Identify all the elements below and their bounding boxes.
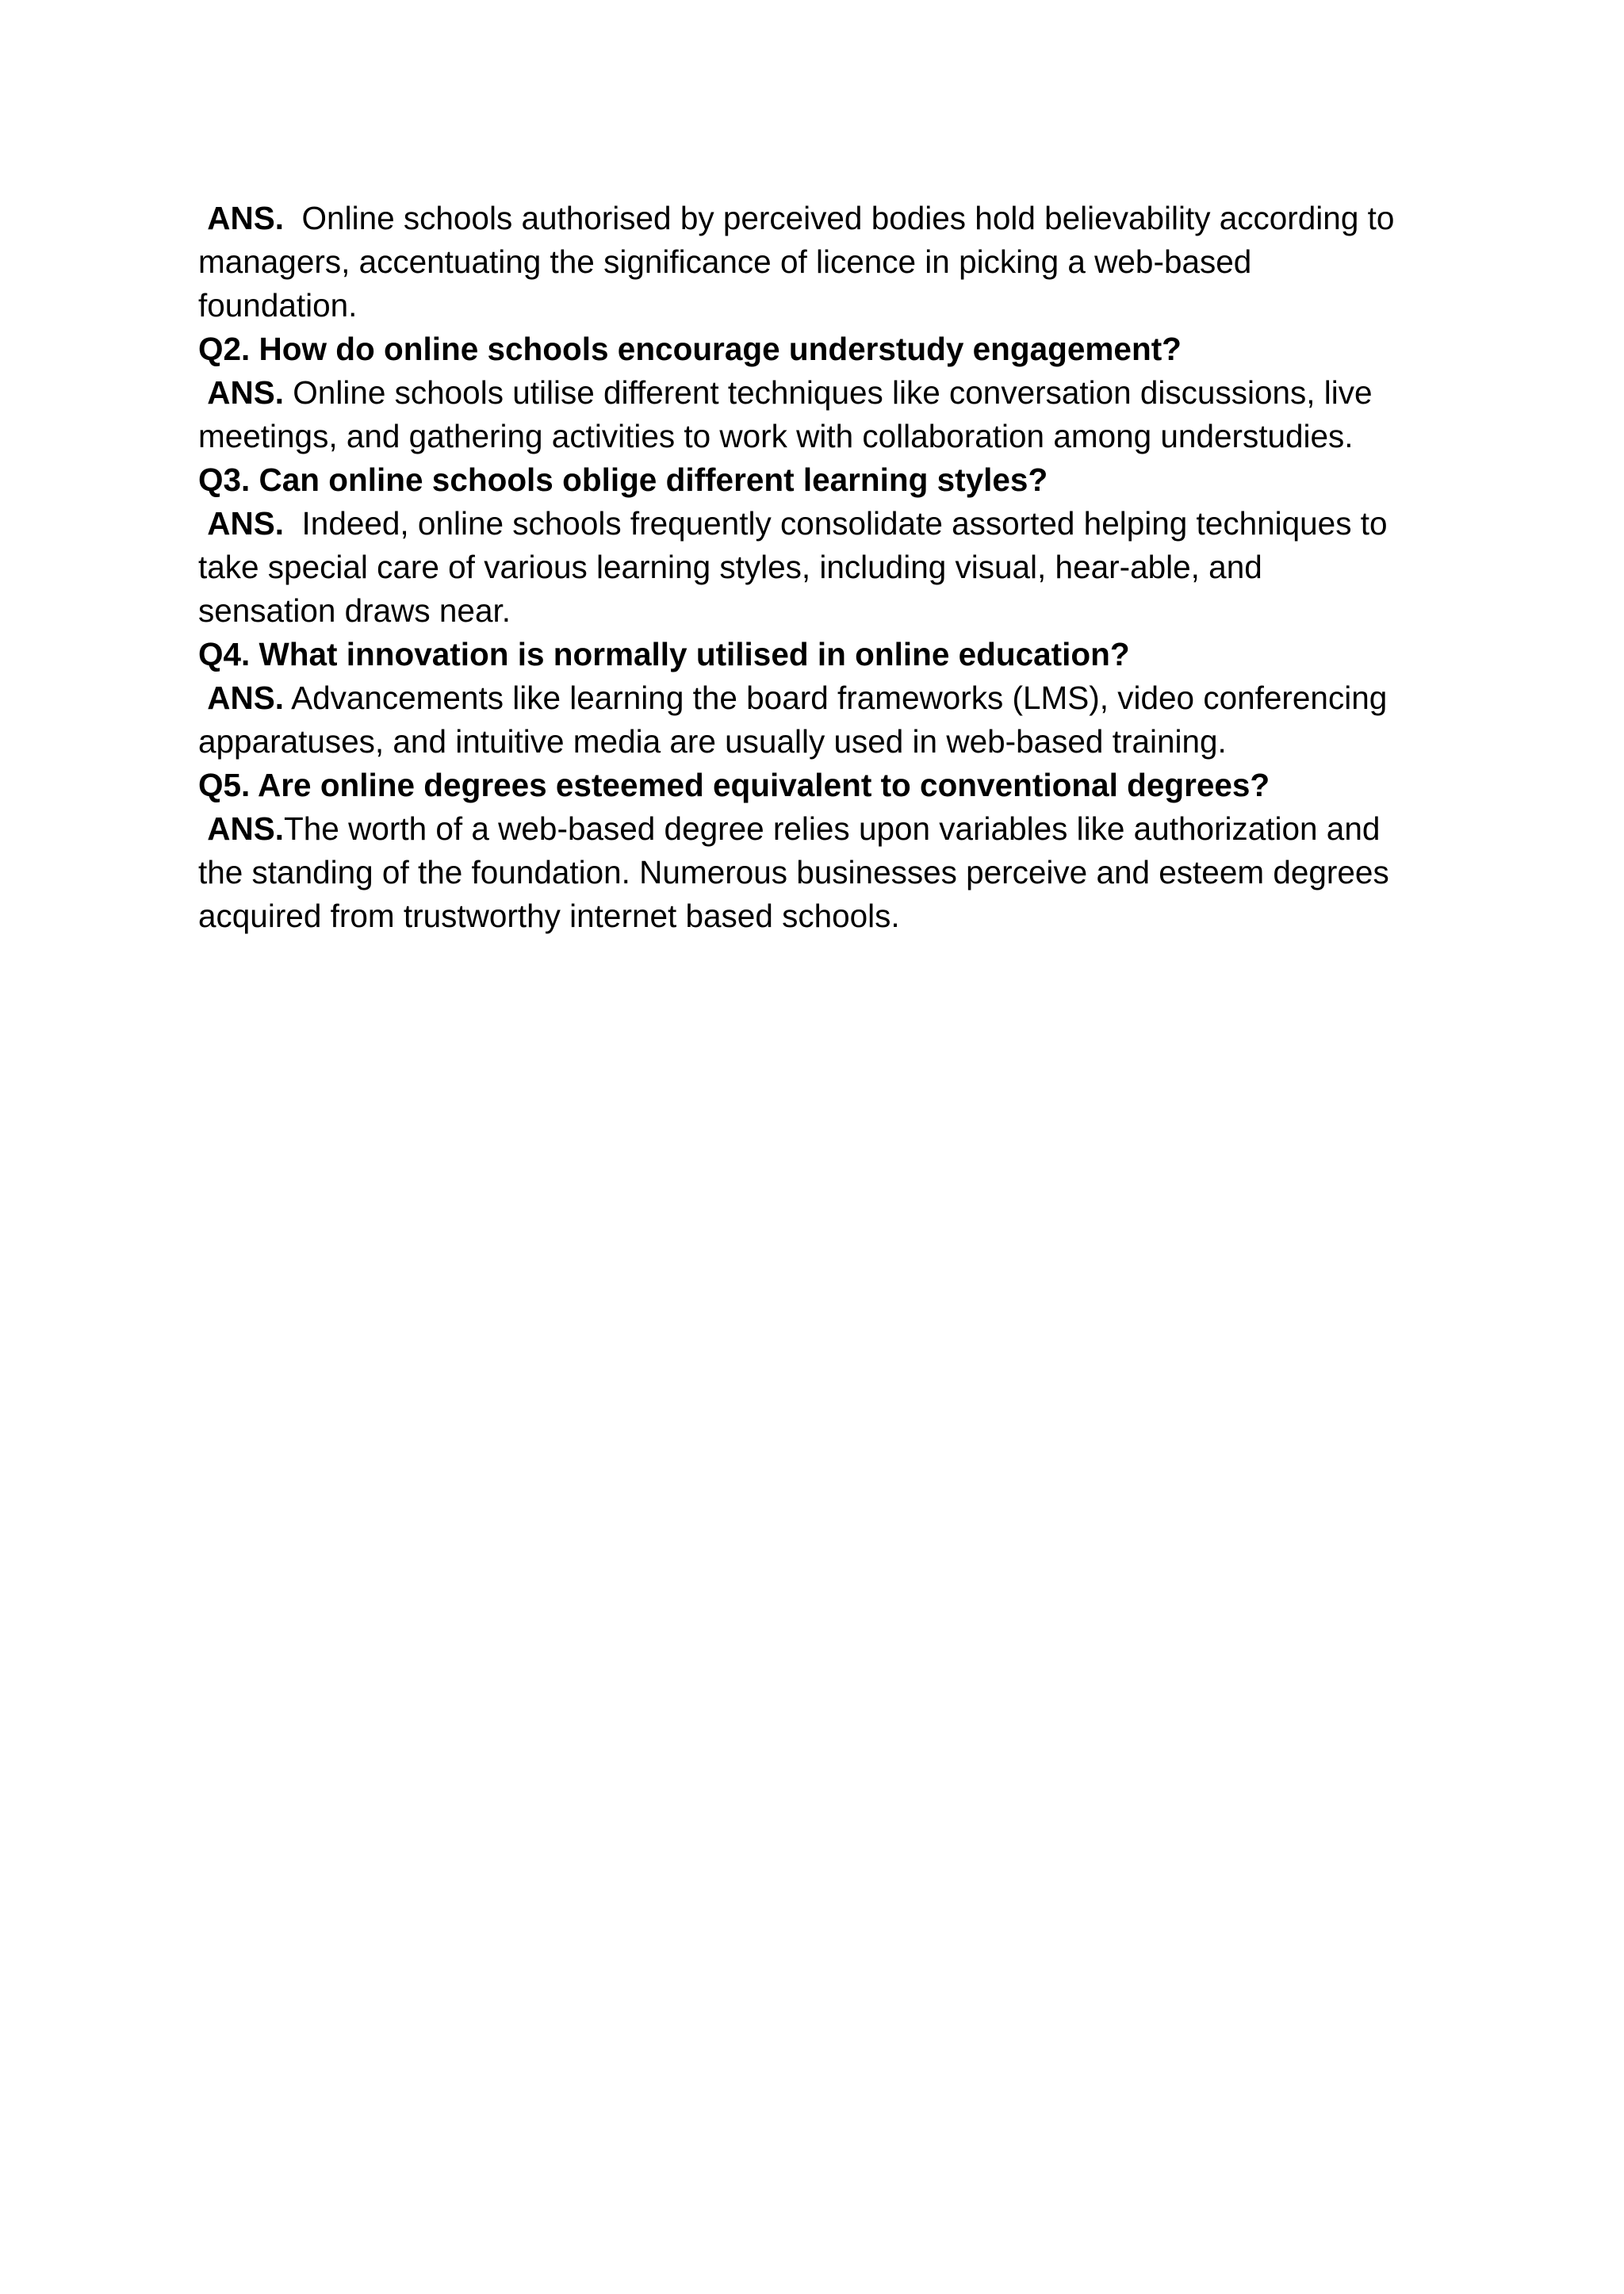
answer-label: ANS. — [207, 680, 285, 716]
answer-line: acquired from trustworthy internet based schools. — [198, 898, 900, 934]
answer-line — [198, 371, 1435, 415]
answer-text: Online schools authorised by perceived bodies hold believability according to — [301, 200, 1395, 236]
answer-line: foundation. — [198, 287, 358, 324]
answer-line — [198, 676, 1435, 720]
answer-line: the standing of the foundation. Numerous businesses perceive and esteem degrees — [198, 854, 1389, 890]
faq-content — [198, 197, 1435, 938]
answer-line: take special care of various learning styles, including visual, hear-able, and — [198, 549, 1262, 585]
answer-label: ANS. — [207, 810, 285, 847]
answer-line: apparatuses, and intuitive media are usually used in web-based training. — [198, 723, 1227, 760]
answer-label: ANS. — [207, 200, 285, 236]
answer-text: Advancements like learning the board frameworks (LMS), video conferencing — [291, 680, 1388, 716]
answer-line — [198, 502, 1435, 546]
question-heading: Q5. Are online degrees esteemed equivalent to conventional degrees? — [198, 767, 1270, 803]
answer-text: Indeed, online schools frequently consolidate assorted helping techniques to — [301, 505, 1388, 542]
answer-label: ANS. — [207, 374, 285, 411]
answer-text: Online schools utilise different techniques like conversation discussions, live — [293, 374, 1373, 411]
answer-line — [198, 807, 1435, 851]
question-heading: Q2. How do online schools encourage understudy engagement? — [198, 331, 1182, 367]
answer-line: meetings, and gathering activities to work with collaboration among understudies. — [198, 418, 1354, 454]
answer-line: managers, accentuating the significance of licence in picking a web-based — [198, 243, 1252, 280]
question-heading: Q3. Can online schools oblige different learning styles? — [198, 461, 1048, 498]
answer-label: ANS. — [207, 505, 285, 542]
question-heading: Q4. What innovation is normally utilised in online education? — [198, 636, 1130, 672]
answer-line — [198, 197, 1435, 240]
answer-line: sensation draws near. — [198, 592, 511, 629]
answer-text: The worth of a web-based degree relies upon variables like authorization and — [284, 810, 1381, 847]
